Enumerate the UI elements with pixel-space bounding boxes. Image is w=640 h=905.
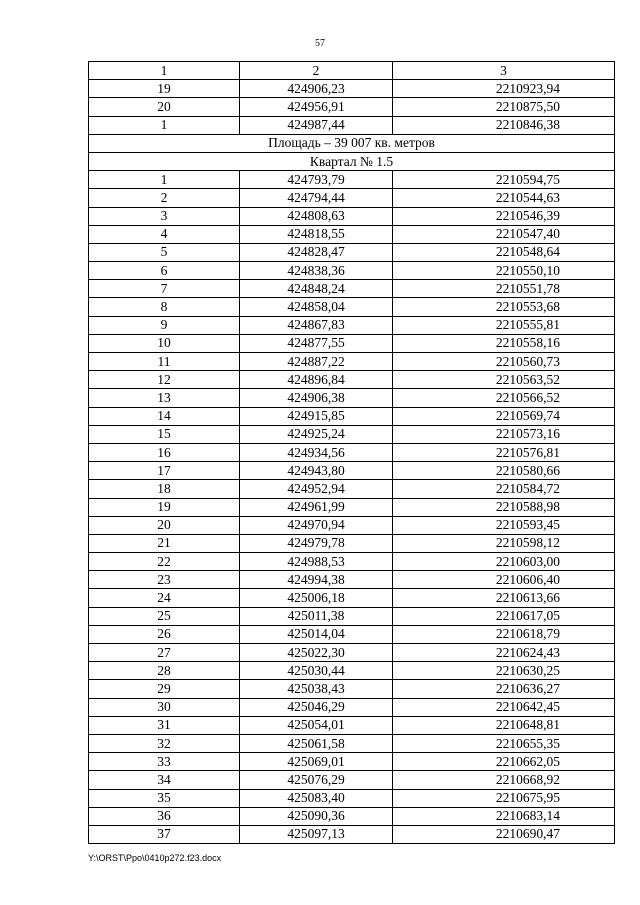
y-coordinate-cell: 2210668,92 <box>393 771 615 789</box>
y-coordinate-cell: 2210613,66 <box>393 589 615 607</box>
table-row <box>89 698 615 716</box>
x-coordinate-cell: 424987,44 <box>240 116 393 134</box>
y-coordinate-cell: 2210563,52 <box>393 371 615 389</box>
point-number-cell: 35 <box>89 789 240 807</box>
y-coordinate-cell: 2210642,45 <box>393 698 615 716</box>
y-coordinate-cell: 2210603,00 <box>393 553 615 571</box>
x-coordinate-cell: 424906,38 <box>240 389 393 407</box>
point-number-cell: 25 <box>89 607 240 625</box>
table-row <box>89 298 615 316</box>
x-coordinate-cell: 425097,13 <box>240 825 393 843</box>
y-coordinate-cell: 2210566,52 <box>393 389 615 407</box>
x-coordinate-cell: 424838,36 <box>240 262 393 280</box>
point-number-cell: 33 <box>89 753 240 771</box>
point-number-cell: 31 <box>89 716 240 734</box>
x-coordinate-cell: 424925,24 <box>240 425 393 443</box>
point-number-cell: 5 <box>89 243 240 261</box>
x-coordinate-cell: 424952,94 <box>240 480 393 498</box>
table-row <box>89 334 615 352</box>
x-coordinate-cell: 425011,38 <box>240 607 393 625</box>
x-coordinate-cell: 425061,58 <box>240 734 393 752</box>
y-coordinate-cell: 2210548,64 <box>393 243 615 261</box>
table-row <box>89 607 615 625</box>
y-coordinate-cell: 2210655,35 <box>393 734 615 752</box>
y-coordinate-cell: 2210594,75 <box>393 171 615 189</box>
x-coordinate-cell: 424956,91 <box>240 98 393 116</box>
point-number-cell: 24 <box>89 589 240 607</box>
point-number-cell: 20 <box>89 516 240 534</box>
x-coordinate-cell: 424961,99 <box>240 498 393 516</box>
x-coordinate-cell: 425006,18 <box>240 589 393 607</box>
point-number-cell: 21 <box>89 534 240 552</box>
x-coordinate-cell: 424848,24 <box>240 280 393 298</box>
point-number-cell: 8 <box>89 298 240 316</box>
y-coordinate-cell: 2210555,81 <box>393 316 615 334</box>
point-number-cell: 2 <box>89 189 240 207</box>
point-number-cell: 12 <box>89 371 240 389</box>
point-number-cell: 15 <box>89 425 240 443</box>
point-number-cell: 19 <box>89 80 240 98</box>
page-number: 57 <box>315 38 325 49</box>
y-coordinate-cell: 2210648,81 <box>393 716 615 734</box>
x-coordinate-cell: 425083,40 <box>240 789 393 807</box>
table-row <box>89 789 615 807</box>
table-row <box>89 262 615 280</box>
table-row <box>89 680 615 698</box>
point-number-cell: 1 <box>89 171 240 189</box>
point-number-cell: 10 <box>89 334 240 352</box>
point-number-cell: 18 <box>89 480 240 498</box>
point-number-cell: 27 <box>89 644 240 662</box>
table-row <box>89 753 615 771</box>
y-coordinate-cell: 2210544,63 <box>393 189 615 207</box>
table-row <box>89 771 615 789</box>
y-coordinate-cell: 2210558,16 <box>393 334 615 352</box>
y-coordinate-cell: 2210588,98 <box>393 498 615 516</box>
table-row <box>89 371 615 389</box>
table-row <box>89 807 615 825</box>
x-coordinate-cell: 424808,63 <box>240 207 393 225</box>
x-coordinate-cell: 425030,44 <box>240 662 393 680</box>
point-number-cell: 13 <box>89 389 240 407</box>
x-coordinate-cell: 424943,80 <box>240 462 393 480</box>
x-coordinate-cell: 424867,83 <box>240 316 393 334</box>
y-coordinate-cell: 2210584,72 <box>393 480 615 498</box>
table-row <box>89 516 615 534</box>
table-row <box>89 825 615 843</box>
point-number-cell: 22 <box>89 553 240 571</box>
point-number-cell: 11 <box>89 353 240 371</box>
x-coordinate-cell: 424994,38 <box>240 571 393 589</box>
x-coordinate-cell: 425054,01 <box>240 716 393 734</box>
x-coordinate-cell: 424794,44 <box>240 189 393 207</box>
point-number-cell: 37 <box>89 825 240 843</box>
table-row <box>89 716 615 734</box>
y-coordinate-cell: 2210617,05 <box>393 607 615 625</box>
y-coordinate-cell: 2210606,40 <box>393 571 615 589</box>
y-coordinate-cell: 2210662,05 <box>393 753 615 771</box>
x-coordinate-cell: 425046,29 <box>240 698 393 716</box>
coordinates-table-body <box>89 62 615 844</box>
table-row <box>89 625 615 643</box>
x-coordinate-cell: 424896,84 <box>240 371 393 389</box>
y-coordinate-cell: 2210551,78 <box>393 280 615 298</box>
y-coordinate-cell: 2210624,43 <box>393 644 615 662</box>
x-coordinate-cell: 425090,36 <box>240 807 393 825</box>
point-number-cell: 16 <box>89 443 240 461</box>
table-row <box>89 353 615 371</box>
y-coordinate-cell: 2210576,81 <box>393 443 615 461</box>
table-row <box>89 280 615 298</box>
y-coordinate-cell: 2210923,94 <box>393 80 615 98</box>
y-coordinate-cell: 2210560,73 <box>393 353 615 371</box>
y-coordinate-cell: 2210846,38 <box>393 116 615 134</box>
point-number-cell: 4 <box>89 225 240 243</box>
y-coordinate-cell: 2210683,14 <box>393 807 615 825</box>
footer-file-path: Y:\ORST\Ppo\0410p272.f23.docx <box>88 853 222 863</box>
table-row <box>89 644 615 662</box>
table-row <box>89 207 615 225</box>
table-row <box>89 534 615 552</box>
x-coordinate-cell: 424906,23 <box>240 80 393 98</box>
point-number-cell: 32 <box>89 734 240 752</box>
point-number-cell: 28 <box>89 662 240 680</box>
y-coordinate-cell: 2210550,10 <box>393 262 615 280</box>
table-row <box>89 316 615 334</box>
block-title-row <box>89 152 615 170</box>
table-row <box>89 171 615 189</box>
y-coordinate-cell: 2210875,50 <box>393 98 615 116</box>
y-coordinate-cell: 2210547,40 <box>393 225 615 243</box>
area-row <box>89 134 615 152</box>
table-row <box>89 425 615 443</box>
point-number-cell: 7 <box>89 280 240 298</box>
y-coordinate-cell: 2210580,66 <box>393 462 615 480</box>
y-coordinate-cell: 2210593,45 <box>393 516 615 534</box>
point-number-cell: 6 <box>89 262 240 280</box>
y-coordinate-cell: 2210553,68 <box>393 298 615 316</box>
point-number-cell: 29 <box>89 680 240 698</box>
table-row <box>89 98 615 116</box>
x-coordinate-cell: 424828,47 <box>240 243 393 261</box>
point-number-cell: 20 <box>89 98 240 116</box>
y-coordinate-cell: 2210546,39 <box>393 207 615 225</box>
y-coordinate-cell: 2210690,47 <box>393 825 615 843</box>
column-header-1: 1 <box>89 62 240 80</box>
x-coordinate-cell: 425022,30 <box>240 644 393 662</box>
y-coordinate-cell: 2210675,95 <box>393 789 615 807</box>
column-header-2: 2 <box>240 62 393 80</box>
x-coordinate-cell: 424988,53 <box>240 553 393 571</box>
block-title-row-cell: Квартал № 1.5 <box>89 152 615 170</box>
point-number-cell: 14 <box>89 407 240 425</box>
table-row <box>89 80 615 98</box>
x-coordinate-cell: 424970,94 <box>240 516 393 534</box>
x-coordinate-cell: 424818,55 <box>240 225 393 243</box>
x-coordinate-cell: 424877,55 <box>240 334 393 352</box>
y-coordinate-cell: 2210573,16 <box>393 425 615 443</box>
table-row <box>89 553 615 571</box>
column-header-3: 3 <box>393 62 615 80</box>
table-row <box>89 225 615 243</box>
x-coordinate-cell: 424915,85 <box>240 407 393 425</box>
x-coordinate-cell: 425038,43 <box>240 680 393 698</box>
table-row <box>89 389 615 407</box>
table-row <box>89 116 615 134</box>
table-row <box>89 443 615 461</box>
table-row <box>89 734 615 752</box>
table-row <box>89 407 615 425</box>
table-row <box>89 589 615 607</box>
point-number-cell: 19 <box>89 498 240 516</box>
y-coordinate-cell: 2210618,79 <box>393 625 615 643</box>
point-number-cell: 3 <box>89 207 240 225</box>
point-number-cell: 36 <box>89 807 240 825</box>
table-row <box>89 189 615 207</box>
table-row <box>89 571 615 589</box>
point-number-cell: 23 <box>89 571 240 589</box>
x-coordinate-cell: 425069,01 <box>240 753 393 771</box>
point-number-cell: 17 <box>89 462 240 480</box>
y-coordinate-cell: 2210630,25 <box>393 662 615 680</box>
table-row <box>89 498 615 516</box>
x-coordinate-cell: 424793,79 <box>240 171 393 189</box>
table-row <box>89 462 615 480</box>
x-coordinate-cell: 424887,22 <box>240 353 393 371</box>
point-number-cell: 1 <box>89 116 240 134</box>
table-header-row <box>89 62 615 80</box>
y-coordinate-cell: 2210569,74 <box>393 407 615 425</box>
x-coordinate-cell: 424934,56 <box>240 443 393 461</box>
x-coordinate-cell: 424858,04 <box>240 298 393 316</box>
point-number-cell: 26 <box>89 625 240 643</box>
y-coordinate-cell: 2210598,12 <box>393 534 615 552</box>
x-coordinate-cell: 425014,04 <box>240 625 393 643</box>
table-row <box>89 243 615 261</box>
table-row <box>89 662 615 680</box>
area-row-cell: Площадь – 39 007 кв. метров <box>89 134 615 152</box>
point-number-cell: 30 <box>89 698 240 716</box>
point-number-cell: 34 <box>89 771 240 789</box>
x-coordinate-cell: 425076,29 <box>240 771 393 789</box>
coordinates-table <box>88 61 615 844</box>
x-coordinate-cell: 424979,78 <box>240 534 393 552</box>
table-row <box>89 480 615 498</box>
point-number-cell: 9 <box>89 316 240 334</box>
y-coordinate-cell: 2210636,27 <box>393 680 615 698</box>
